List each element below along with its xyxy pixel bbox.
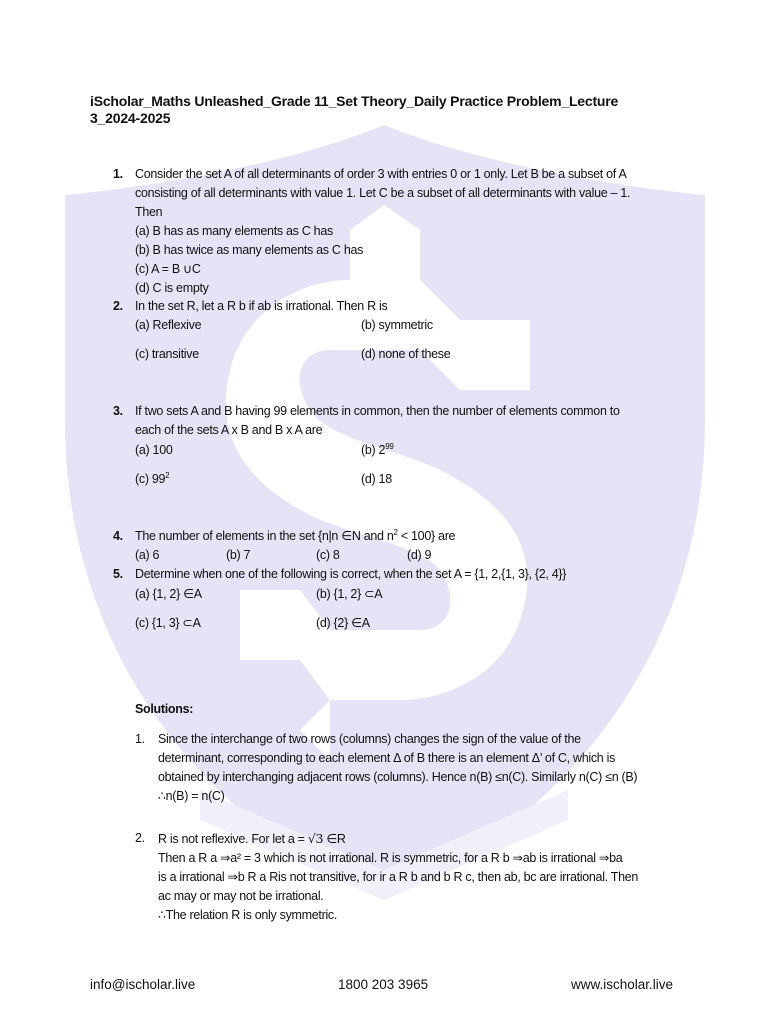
option: (d) 9 xyxy=(407,548,432,562)
document-title: iScholar_Maths Unleashed_Grade 11_Set Theory_Daily Practice Problem_Lecture 3_2024-2025 xyxy=(90,93,619,126)
option: (d) 18 xyxy=(361,472,392,486)
option: (a) B has as many elements as C has xyxy=(135,224,333,238)
option: (c) 8 xyxy=(316,548,340,562)
option: (a) 6 xyxy=(135,548,160,562)
option: (d) none of these xyxy=(361,347,451,361)
option: (d) C is empty xyxy=(135,281,209,295)
option: (c) {1, 3} ⊂A xyxy=(135,616,201,630)
option: (b) symmetric xyxy=(361,318,433,332)
option: (b) $2^{99}$ xyxy=(361,441,394,457)
option: (a) {1, 2} ∈A xyxy=(135,587,202,601)
option: (a) Reflexive xyxy=(135,318,202,332)
footer-phone: 1800 203 3965 xyxy=(338,977,429,992)
option: (b) {1, 2} ⊂A xyxy=(316,587,383,601)
footer-website[interactable]: www.ischolar.live xyxy=(571,977,674,992)
option: (d) {2} ∈A xyxy=(316,616,370,630)
option: (c) transitive xyxy=(135,347,199,361)
option: (a) 100 xyxy=(135,443,173,457)
option: (c) A = B ∪C xyxy=(135,262,201,276)
sqrt-expression: √3 xyxy=(307,831,324,846)
footer-email[interactable]: info@ischolar.live xyxy=(90,977,196,992)
question-1-text: Consider the set A of all determinants of order 3 with entries 0 or 1 only. Let B be a subset of A consisting of all determinants with value 1. Let C be a subset of all determinants with value – 1. Then (a) B has as many elements as C has (b) B has twice as many elements as C has (c) A = B ∪C (d) C is empty xyxy=(135,165,630,298)
solutions-heading: Solutions: xyxy=(135,702,194,716)
option: (c) $99^2$ xyxy=(135,470,170,486)
option: (b) 7 xyxy=(226,548,251,562)
option: (b) B has twice as many elements as C has xyxy=(135,243,364,257)
